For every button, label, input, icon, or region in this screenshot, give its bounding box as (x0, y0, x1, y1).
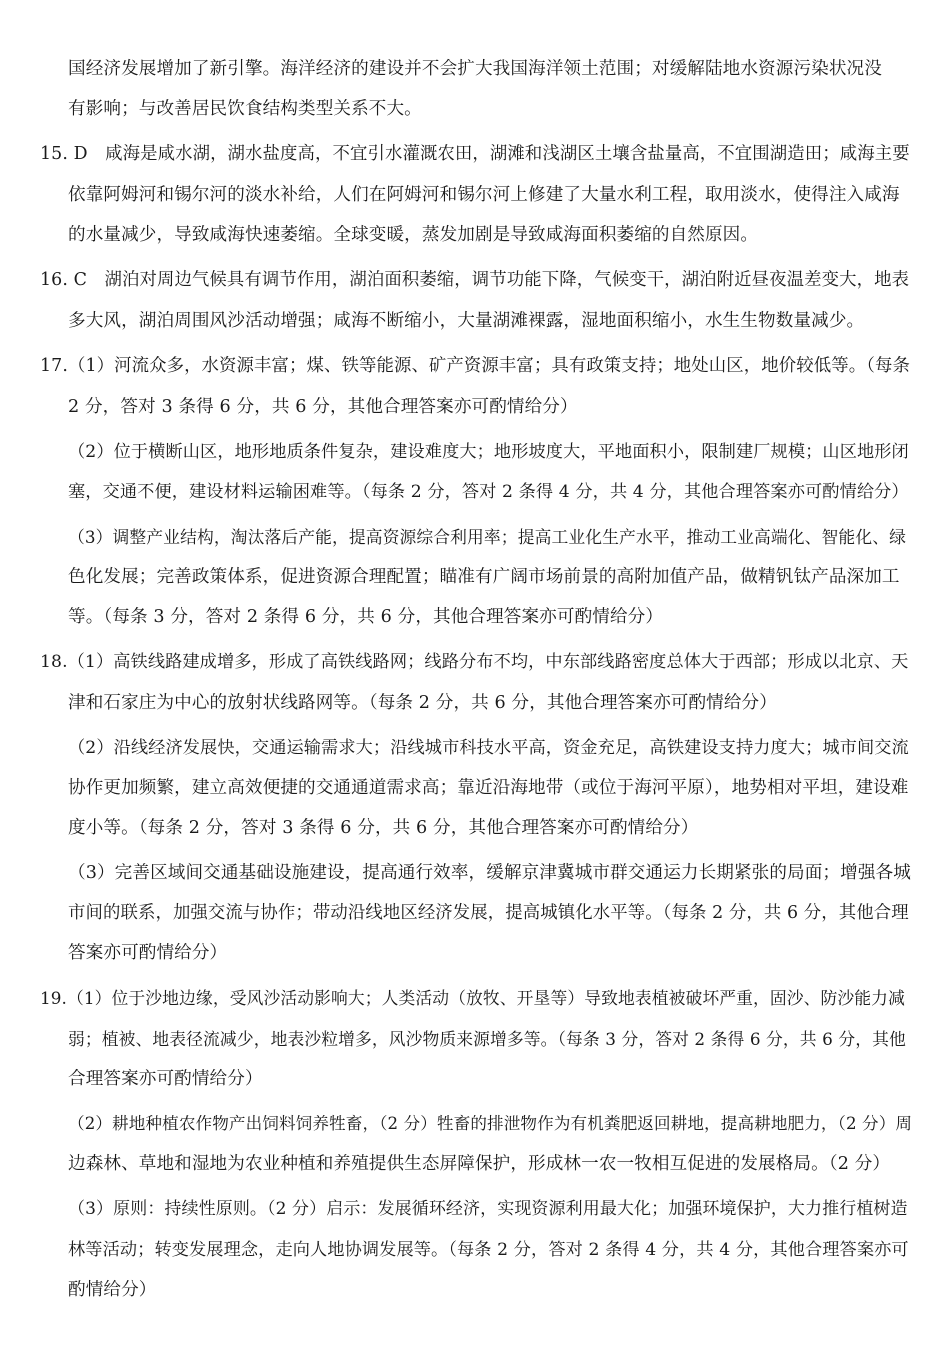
text-line: （3）原则：持续性原则。（2 分）启示：发展循环经济，实现资源利用最大化；加强环境保护，大力推行植树造 (68, 1199, 908, 1219)
text-line: （2）耕地种植农作物产出饲料饲养牲畜，（2 分）牲畜的排泄物作为有机粪肥返回耕地，提高耕地肥力，（2 分）周 (68, 1114, 913, 1133)
text-line: 酌情给分） (68, 1280, 157, 1300)
text-line: 有影响；与改善居民饮食结构类型关系不大。 (68, 99, 422, 119)
text-line: 多大风，湖泊周围风沙活动增强；咸海不断缩小，大量湖滩裸露，湿地面积缩小，水生生物数量减少。 (68, 311, 865, 331)
text-line: 合理答案亦可酌情给分） (68, 1069, 263, 1089)
text-line: （2）沿线经济发展快，交通运输需求大；沿线城市科技水平高，资金充足，高铁建设支持力度大；城市间交流 (68, 738, 909, 758)
answer-15-line: 15. D 咸海是咸水湖，湖水盐度高，不宜引水灌溉农田，湖滩和浅湖区土壤含盐量高，不宜围湖造田；咸海主要 (40, 144, 910, 164)
text-line: 2 分，答对 3 条得 6 分，共 6 分，其他合理答案亦可酌情给分） (68, 397, 578, 417)
text-line: 的水量减少，导致咸海快速萎缩。全球变暖，蒸发加剧是导致咸海面积萎缩的自然原因。 (68, 225, 759, 245)
text-line: 度小等。（每条 2 分，答对 3 条得 6 分，共 6 分，其他合理答案亦可酌情给分） (68, 818, 699, 838)
text-line: 津和石家庄为中心的放射状线路网等。（每条 2 分，共 6 分，其他合理答案亦可酌情给分） (68, 693, 777, 713)
text-line: 等。（每条 3 分，答对 2 条得 6 分，共 6 分，其他合理答案亦可酌情给分） (68, 607, 664, 627)
text-line: 协作更加频繁，建立高效便捷的交通通道需求高；靠近沿海地带（或位于海河平原），地势相对平坦，建设难 (68, 778, 909, 798)
answer-16-line: 16. C 湖泊对周边气候具有调节作用，湖泊面积萎缩，调节功能下降，气候变干，湖泊附近昼夜温差变大，地表 (40, 270, 910, 290)
text-line: 色化发展；完善政策体系，促进资源合理配置；瞄准有广阔市场前景的高附加值产品，做精钒钛产品深加工 (68, 567, 900, 587)
answer-18-line: 18.（1）高铁线路建成增多，形成了高铁线路网；线路分布不均，中东部线路密度总体大于西部；形成以北京、天 (40, 652, 909, 672)
text-line: 国经济发展增加了新引擎。海洋经济的建设并不会扩大我国海洋领土范围；对缓解陆地水资源污染状况没 (68, 59, 882, 79)
text-line: （3）调整产业结构，淘汰落后产能，提高资源综合利用率；提高工业化生产水平，推动工业高端化、智能化、绿 (68, 527, 906, 547)
text-line: 市间的联系，加强交流与协作；带动沿线地区经济发展，提高城镇化水平等。（每条 2 分，共 6 分，其他合理 (68, 903, 909, 923)
text-line: 弱；植被、地表径流减少，地表沙粒增多，风沙物质来源增多等。（每条 3 分，答对 2 条得 6 分，共 6 分，其他 (68, 1029, 906, 1049)
text-line: （3）完善区域间交通基础设施建设，提高通行效率，缓解京津冀城市群交通运力长期紧张的局面；增强各城 (68, 863, 911, 883)
text-line: 依靠阿姆河和锡尔河的淡水补给，人们在阿姆河和锡尔河上修建了大量水利工程，取用淡水，使得注入咸海 (68, 185, 900, 205)
text-line: 答案亦可酌情给分） (68, 943, 228, 963)
text-line: 边森林、草地和湿地为农业种植和养殖提供生态屏障保护，形成林一农一牧相互促进的发展格局。（2 分） (68, 1154, 891, 1174)
answer-17-line: 17.（1）河流众多，水资源丰富；煤、铁等能源、矿产资源丰富；具有政策支持；地处山区，地价较低等。（每条 (40, 356, 910, 376)
text-line: 塞，交通不便，建设材料运输困难等。（每条 2 分，答对 2 条得 4 分，共 4 分，其他合理答案亦可酌情给分） (68, 482, 909, 502)
text-line: 林等活动；转变发展理念，走向人地协调发展等。（每条 2 分，答对 2 条得 4 分，共 4 分，其他合理答案亦可 (68, 1240, 909, 1260)
text-line: （2）位于横断山区，地形地质条件复杂，建设难度大；地形坡度大，平地面积小，限制建厂规模；山区地形闭 (68, 442, 909, 462)
answer-19-line: 19.（1）位于沙地边缘，受风沙活动影响大；人类活动（放牧、开垦等）导致地表植被破坏严重，固沙、防沙能力减 (40, 988, 905, 1008)
